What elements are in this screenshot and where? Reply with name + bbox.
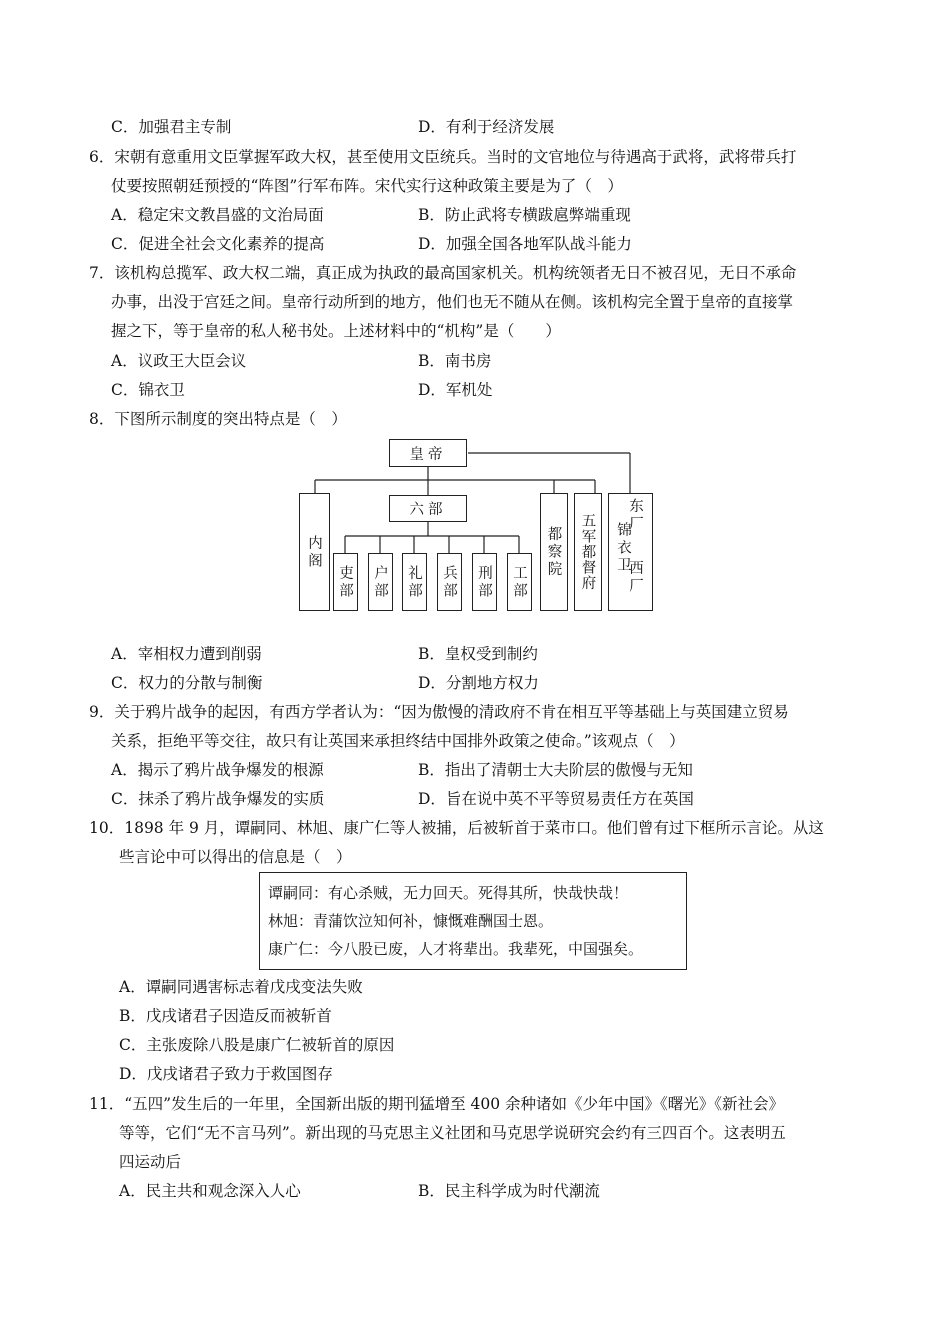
q9-stem-line2: 关系，拒绝平等交往，故只有让英国来承担终结中国排外政策之使命。”该观点（ ） — [111, 732, 685, 750]
q7-stem-line3: 握之下，等于皇帝的私人秘书处。上述材料中的“机构”是（ ） — [111, 322, 561, 340]
factories-box — [608, 493, 653, 611]
q10-option-a: A．谭嗣同遇害标志着戊戌变法失败 — [119, 978, 363, 996]
jinyiwei-label: 锦衣卫 — [615, 522, 631, 575]
q6-option-c: C．促进全社会文化素养的提高 — [111, 235, 325, 253]
q10-stem-line2: 些言论中可以得出的信息是（ ） — [119, 848, 352, 866]
west-factory-label: 西厂 — [627, 560, 643, 595]
wujun-dudufu-box: 五军都督府 — [574, 493, 602, 611]
q8-option-a: A．宰相权力遭到削弱 — [111, 645, 262, 663]
duchayuan-box: 都察院 — [540, 493, 568, 611]
q5-option-d: D．有利于经济发展 — [418, 118, 555, 136]
q6-option-d: D．加强全国各地军队战斗能力 — [418, 235, 632, 253]
q7-option-b: B．南书房 — [418, 352, 492, 370]
q11-option-a: A．民主共和观念深入人心 — [119, 1182, 301, 1200]
q8-option-d: D．分割地方权力 — [418, 674, 539, 692]
six-ministries-box: 六部 — [389, 495, 467, 522]
quote-kang-guangren: 康广仁：今八股已废，人才将辈出。我辈死，中国强矣。 — [268, 940, 644, 958]
justice-ministry-box: 刑部 — [472, 553, 497, 611]
ming-government-diagram — [298, 432, 654, 614]
q6-stem-line2: 仗要按照朝廷预授的“阵图”行军布阵。宋代实行这种政策主要是为了（ ） — [111, 177, 623, 195]
east-factory-label: 东厂 — [627, 498, 643, 533]
q6-option-b: B．防止武将专横跋扈弊端重现 — [418, 206, 631, 224]
q11-stem-line3: 四运动后 — [119, 1153, 182, 1171]
rites-ministry-box: 礼部 — [402, 553, 427, 611]
q10-option-d: D．戊戌诸君子致力于救国图存 — [119, 1065, 333, 1083]
q8-option-c: C．权力的分散与制衡 — [111, 674, 263, 692]
quote-lin-xu: 林旭：青蒲饮泣知何补，慷慨难酬国士恩。 — [268, 912, 554, 930]
quote-tan-sitong: 谭嗣同：有心杀贼，无力回天。死得其所，快哉快哉！ — [268, 884, 629, 902]
q11-stem-line1: 11．“五四”发生后的一年里，全国新出版的期刊猛增至 400 余种诸如《少年中国》《曙光》《新社会》 — [89, 1095, 785, 1113]
q7-stem-line2: 办事，出没于宫廷之间。皇帝行动所到的地方，他们也无不随从在侧。该机构完全置于皇帝的直接掌 — [111, 293, 794, 311]
q6-option-a: A．稳定宋文教昌盛的文治局面 — [111, 206, 324, 224]
quotes-box — [259, 872, 687, 970]
q10-option-b: B．戊戌诸君子因造反而被斩首 — [119, 1007, 332, 1025]
q8-stem: 8．下图所示制度的突出特点是（ ） — [89, 410, 347, 428]
q9-option-a: A．揭示了鸦片战争爆发的根源 — [111, 761, 324, 779]
q9-option-c: C．抹杀了鸦片战争爆发的实质 — [111, 790, 325, 808]
li-ministry-box: 吏部 — [333, 553, 358, 611]
emperor-box: 皇帝 — [389, 439, 467, 467]
works-ministry-box: 工部 — [507, 553, 532, 611]
q6-stem-line1: 6．宋朝有意重用文臣掌握军政大权，甚至使用文臣统兵。当时的文官地位与待遇高于武将，武将带兵打 — [89, 148, 797, 166]
q9-option-d: D．旨在说中英不平等贸易责任方在英国 — [418, 790, 694, 808]
q7-option-c: C．锦衣卫 — [111, 381, 185, 399]
q10-stem-line1: 10．1898 年 9 月，谭嗣同、林旭、康广仁等人被捕，后被斩首于菜市口。他们曾有过下框所示言论。从这 — [89, 819, 824, 837]
q9-stem-line1: 9．关于鸦片战争的起因，有西方学者认为：“因为傲慢的清政府不肯在相互平等基础上与英国建立贸易 — [89, 703, 789, 721]
q8-option-b: B．皇权受到制约 — [418, 645, 538, 663]
q11-option-b: B．民主科学成为时代潮流 — [418, 1182, 600, 1200]
war-ministry-box: 兵部 — [437, 553, 462, 611]
q9-option-b: B．指出了清朝士大夫阶层的傲慢与无知 — [418, 761, 693, 779]
q7-option-a: A．议政王大臣会议 — [111, 352, 247, 370]
q5-option-c: C．加强君主专制 — [111, 118, 232, 136]
q7-option-d: D．军机处 — [418, 381, 493, 399]
neige-box: 内阁 — [299, 493, 330, 611]
hu-ministry-box: 户部 — [368, 553, 393, 611]
q7-stem-line1: 7．该机构总揽军、政大权二端，真正成为执政的最高国家机关。机构统领者无日不被召见，无日不承命 — [89, 264, 797, 282]
q11-stem-line2: 等等，它们“无不言马列”。新出现的马克思主义社团和马克思学说研究会约有三四百个。这表明五 — [119, 1124, 786, 1142]
q10-option-c: C．主张废除八股是康广仁被斩首的原因 — [119, 1036, 395, 1054]
